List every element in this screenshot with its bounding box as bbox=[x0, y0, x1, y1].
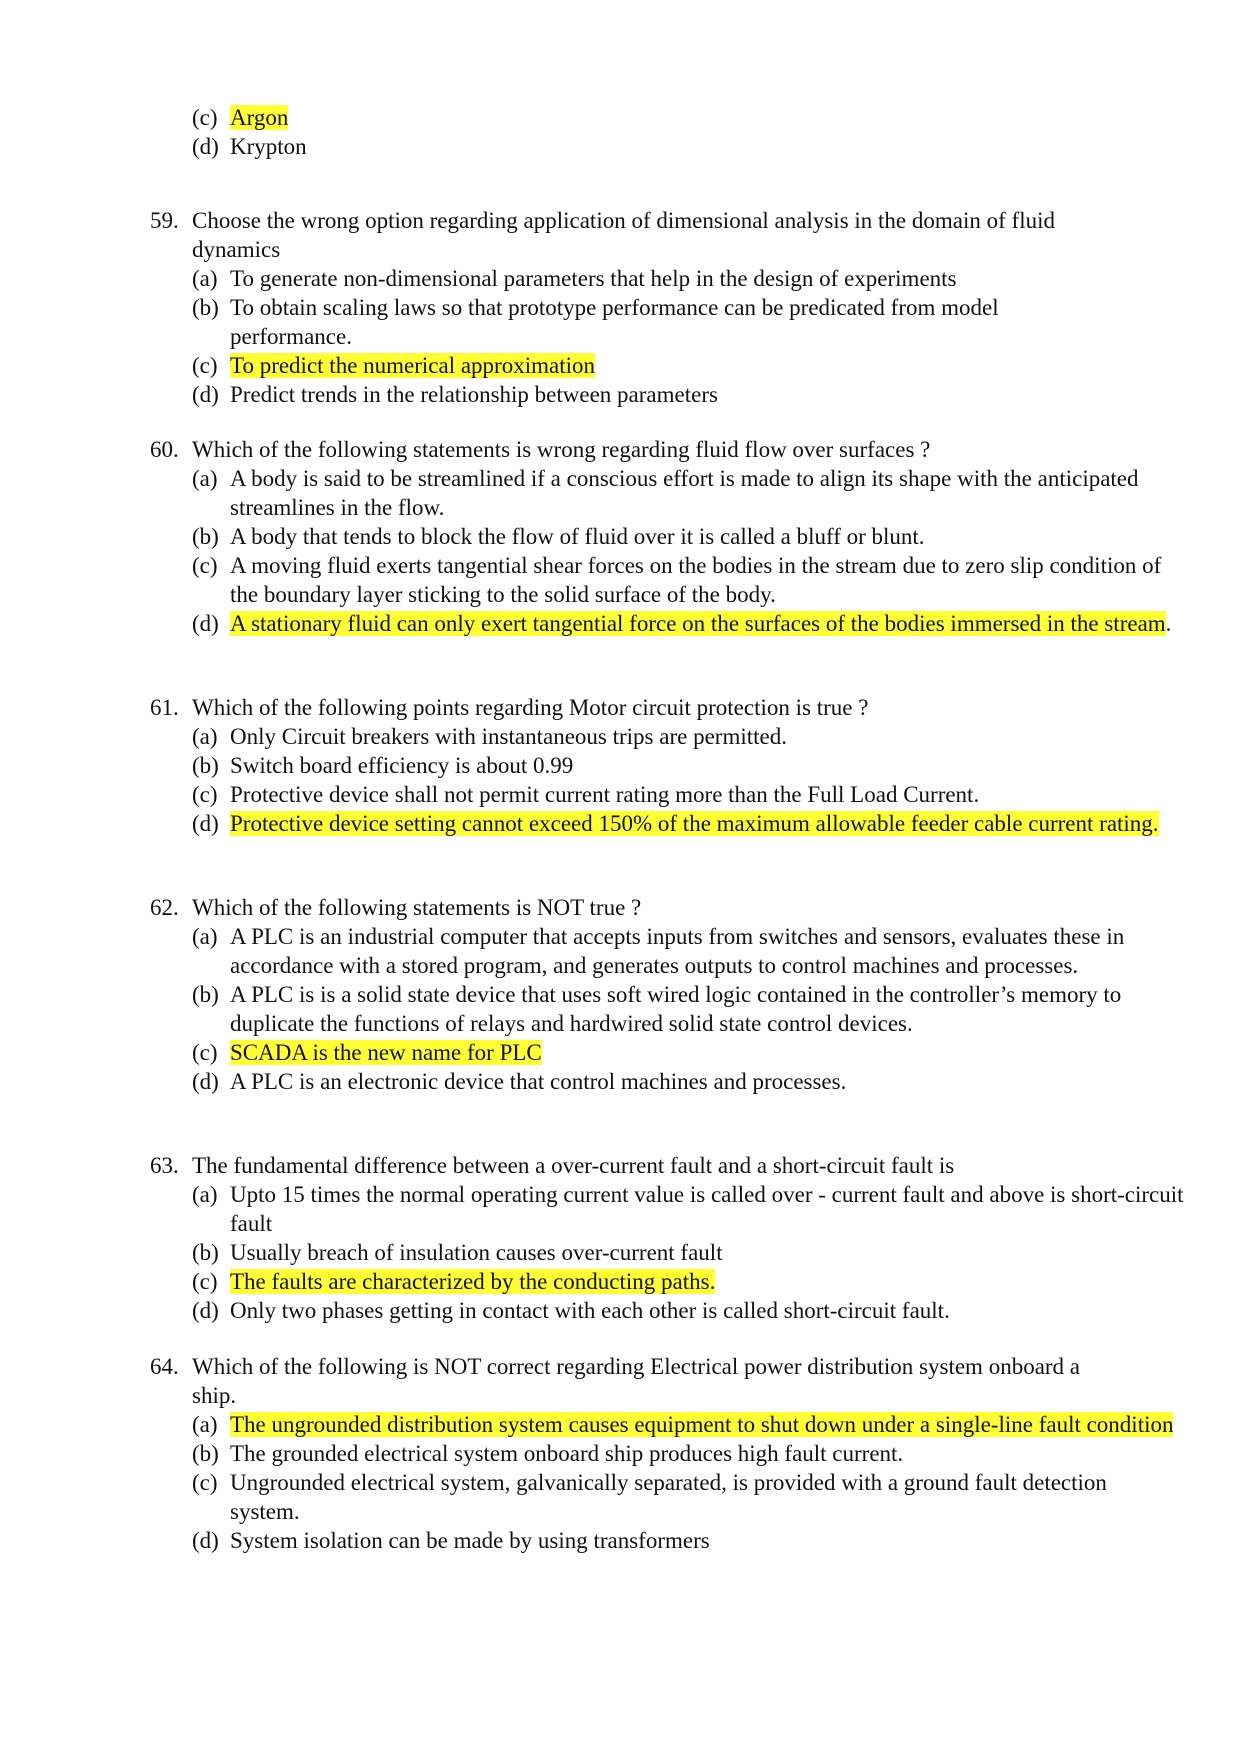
leading-options bbox=[150, 103, 1130, 161]
option-text: A body is said to be streamlined if a conscious effort is made to align its shape with the anticipated streamlines in the flow. bbox=[230, 466, 1139, 520]
option-label: (a) bbox=[192, 1412, 218, 1437]
option-text: Predict trends in the relationship between parameters bbox=[230, 382, 718, 407]
question-59 bbox=[150, 206, 1130, 409]
question-stem bbox=[150, 893, 1130, 922]
option-d bbox=[150, 1526, 1130, 1555]
option-label: (c) bbox=[192, 1040, 218, 1065]
option-label: (b) bbox=[192, 753, 219, 778]
question-text: Which of the following is NOT correct regarding Electrical power distribution system onboard a ship. bbox=[192, 1354, 1081, 1408]
option-label: (c) bbox=[192, 1269, 218, 1294]
option-text: To generate non-dimensional parameters that help in the design of experiments bbox=[230, 266, 957, 291]
option-b bbox=[150, 1238, 1130, 1267]
question-number: 60. bbox=[150, 437, 179, 462]
option-d bbox=[150, 1296, 1130, 1325]
question-number: 63. bbox=[150, 1153, 179, 1178]
option-b bbox=[150, 1439, 1130, 1468]
highlighted-answer: The ungrounded distribution system causes equipment to shut down under a single-line fault condition bbox=[230, 1412, 1174, 1437]
option-text: A PLC is is a solid state device that uses soft wired logic contained in the controller’s memory to duplicate the functions of relays and hardwired solid state control devices. bbox=[230, 982, 1122, 1036]
option-text: Upto 15 times the normal operating current value is called over - current fault and above is short-circuit fault bbox=[230, 1182, 1184, 1236]
option-label: (a) bbox=[192, 924, 218, 949]
option-a bbox=[150, 1410, 1190, 1439]
option-label: (a) bbox=[192, 724, 218, 749]
option-label: (d) bbox=[192, 1298, 219, 1323]
option-label: (a) bbox=[192, 266, 218, 291]
option-c bbox=[150, 103, 1130, 132]
question-64 bbox=[150, 1352, 1174, 1555]
option-c bbox=[150, 780, 1130, 809]
question-stem bbox=[150, 693, 1130, 722]
option-suffix: . bbox=[1165, 611, 1172, 636]
question-text: Which of the following points regarding Motor circuit protection is true ? bbox=[192, 695, 869, 720]
option-a bbox=[150, 922, 1200, 980]
option-d bbox=[150, 132, 1130, 161]
option-label: (d) bbox=[192, 1528, 219, 1553]
highlighted-answer: Protective device setting cannot exceed 150% of the maximum allowable feeder cable current rating. bbox=[230, 811, 1159, 836]
option-c bbox=[150, 1038, 1130, 1067]
option-label: (c) bbox=[192, 782, 218, 807]
option-label: (d) bbox=[192, 134, 219, 159]
question-stem bbox=[150, 1151, 1130, 1180]
question-stem bbox=[150, 435, 1130, 464]
option-label: (c) bbox=[192, 105, 218, 130]
question-text: Choose the wrong option regarding application of dimensional analysis in the domain of fluid dynamics bbox=[192, 208, 1055, 262]
option-label: (d) bbox=[192, 382, 219, 407]
option-b bbox=[150, 293, 1125, 351]
option-d bbox=[150, 809, 1175, 838]
question-number: 62. bbox=[150, 895, 179, 920]
option-c bbox=[150, 1267, 1130, 1296]
question-text: Which of the following statements is wrong regarding fluid flow over surfaces ? bbox=[192, 437, 931, 462]
highlighted-answer: The faults are characterized by the conducting paths. bbox=[230, 1269, 716, 1294]
highlighted-answer: Argon bbox=[230, 105, 289, 130]
option-text: Only Circuit breakers with instantaneous trips are permitted. bbox=[230, 724, 787, 749]
question-61 bbox=[150, 693, 1159, 838]
question-text: Which of the following statements is NOT true ? bbox=[192, 895, 642, 920]
option-c bbox=[150, 551, 1190, 609]
option-text: Ungrounded electrical system, galvanically separated, is provided with a ground fault detection system. bbox=[230, 1470, 1107, 1524]
option-label: (c) bbox=[192, 1470, 218, 1495]
question-text: The fundamental difference between a over-current fault and a short-circuit fault is bbox=[192, 1153, 955, 1178]
option-c bbox=[150, 1468, 1165, 1526]
highlighted-answer: SCADA is the new name for PLC bbox=[230, 1040, 542, 1065]
question-62 bbox=[150, 893, 1130, 1096]
option-d bbox=[150, 609, 1190, 638]
option-label: (d) bbox=[192, 611, 219, 636]
option-label: (d) bbox=[192, 811, 219, 836]
option-c bbox=[150, 351, 1130, 380]
option-label: (b) bbox=[192, 982, 219, 1007]
highlighted-answer: A stationary fluid can only exert tangential force on the surfaces of the bodies immersed in the stream bbox=[230, 611, 1166, 636]
option-label: (c) bbox=[192, 553, 218, 578]
option-label: (b) bbox=[192, 524, 219, 549]
option-a bbox=[150, 464, 1180, 522]
question-stem bbox=[150, 206, 1112, 264]
option-text: Only two phases getting in contact with each other is called short-circuit fault. bbox=[230, 1298, 950, 1323]
option-a bbox=[150, 264, 1130, 293]
question-63 bbox=[150, 1151, 1184, 1325]
question-number: 59. bbox=[150, 208, 179, 233]
option-text: A body that tends to block the flow of fluid over it is called a bluff or blunt. bbox=[230, 524, 925, 549]
option-a bbox=[150, 1180, 1200, 1238]
question-number: 61. bbox=[150, 695, 179, 720]
question-60 bbox=[150, 435, 1172, 638]
option-text: The grounded electrical system onboard ship produces high fault current. bbox=[230, 1441, 904, 1466]
option-label: (b) bbox=[192, 1441, 219, 1466]
option-label: (c) bbox=[192, 353, 218, 378]
option-b bbox=[150, 751, 1130, 780]
option-text: Usually breach of insulation causes over-current fault bbox=[230, 1240, 723, 1265]
option-label: (b) bbox=[192, 295, 219, 320]
option-label: (a) bbox=[192, 1182, 218, 1207]
option-d bbox=[150, 1067, 1130, 1096]
option-text: A moving fluid exerts tangential shear forces on the bodies in the stream due to zero slip condition of the boundary layer sticking to the solid surface of the body. bbox=[230, 553, 1162, 607]
option-text: A PLC is an industrial computer that accepts inputs from switches and sensors, evaluates these in accordance with a stored program, and generates outputs to control machines and processes. bbox=[230, 924, 1125, 978]
option-text: To obtain scaling laws so that prototype performance can be predicated from model performance. bbox=[230, 295, 999, 349]
option-text: System isolation can be made by using transformers bbox=[230, 1528, 710, 1553]
option-label: (a) bbox=[192, 466, 218, 491]
option-text: Krypton bbox=[230, 134, 307, 159]
option-text: A PLC is an electronic device that control machines and processes. bbox=[230, 1069, 847, 1094]
highlighted-answer: To predict the numerical approximation bbox=[230, 353, 595, 378]
option-a bbox=[150, 722, 1130, 751]
option-d bbox=[150, 380, 1130, 409]
option-b bbox=[150, 522, 1130, 551]
option-text: Switch board efficiency is about 0.99 bbox=[230, 753, 574, 778]
option-label: (d) bbox=[192, 1069, 219, 1094]
question-number: 64. bbox=[150, 1354, 179, 1379]
option-label: (b) bbox=[192, 1240, 219, 1265]
question-stem bbox=[150, 1352, 1112, 1410]
option-text: Protective device shall not permit current rating more than the Full Load Current. bbox=[230, 782, 980, 807]
option-b bbox=[150, 980, 1175, 1038]
